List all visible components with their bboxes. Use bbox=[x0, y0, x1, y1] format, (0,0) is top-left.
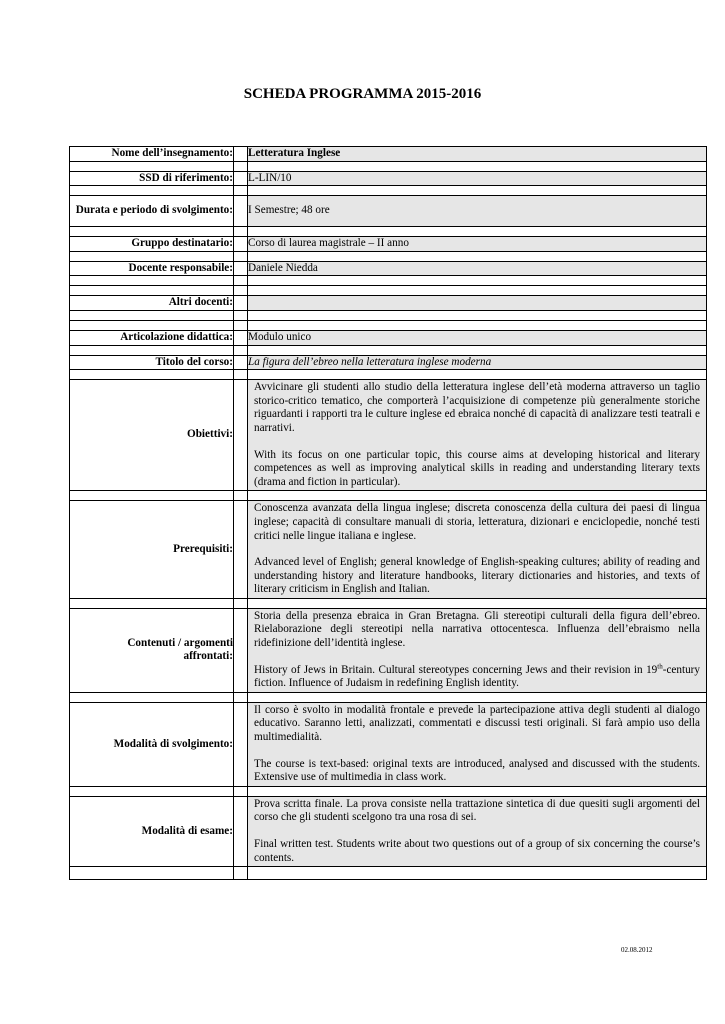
gap-cell bbox=[234, 355, 248, 370]
row-articolazione bbox=[70, 330, 707, 345]
spacer-row bbox=[70, 867, 707, 880]
row-docente bbox=[70, 261, 707, 276]
value-modalita-svolgimento bbox=[248, 702, 707, 786]
prerequisiti-it: Conoscenza avanzata della lingua inglese; discreta conoscenza della cultura dei paesi di lingua inglese; capacità di consultare manuali di storia, letteratura, dizionari e enciclopedie, nonché testi critici nelle lingue italiana e inglese. bbox=[254, 502, 700, 542]
label-insegnamento: Nome dell’insegnamento: bbox=[70, 147, 234, 162]
label-modalita-svolgimento: Modalità di svolgimento: bbox=[70, 702, 234, 786]
gap-cell bbox=[234, 501, 248, 599]
label-titolo: Titolo del corso: bbox=[70, 355, 234, 370]
prerequisiti-en: Advanced level of English; general knowledge of English-speaking cultures; ability of reading and understanding history and literature handbooks, literary dictionaries and histories, and texts of literary criticism in English and Italian. bbox=[254, 556, 700, 596]
document-title: SCHEDA PROGRAMMA 2015-2016 bbox=[243, 86, 482, 102]
value-articolazione: Modulo unico bbox=[248, 330, 707, 345]
row-titolo bbox=[70, 355, 707, 370]
value-titolo: La figura dell’ebreo nella letteratura inglese moderna bbox=[248, 355, 707, 370]
value-insegnamento: Letteratura Inglese bbox=[248, 147, 707, 162]
gap-cell bbox=[234, 147, 248, 162]
gap-cell bbox=[234, 380, 248, 491]
row-gruppo bbox=[70, 237, 707, 252]
modalita-svolgimento-it: Il corso è svolto in modalità frontale e prevede la partecipazione attiva degli studenti al dialogo educativo. Saranno letti, analizzati, commentati e discussi testi originali. Si farà ampio uso della multimedialità. bbox=[254, 703, 700, 744]
gap-cell bbox=[234, 702, 248, 786]
modalita-esame-en: Final written test. Students write about two questions out of a group of six concerning the course’s contents. bbox=[254, 838, 700, 864]
value-gruppo: Corso di laurea magistrale – II anno bbox=[248, 237, 707, 252]
label-altri: Altri docenti: bbox=[70, 296, 234, 311]
label-prerequisiti: Prerequisiti: bbox=[70, 501, 234, 599]
row-modalita-esame bbox=[70, 796, 707, 866]
row-durata bbox=[70, 196, 707, 227]
spacer-row bbox=[70, 370, 707, 380]
label-modalita-esame: Modalità di esame: bbox=[70, 796, 234, 866]
modalita-svolgimento-en: The course is text-based: original texts are introduced, analysed and discussed with the students. Extensive use of multimedia in class work. bbox=[254, 757, 700, 784]
modalita-esame-it: Prova scritta finale. La prova consiste nella trattazione sintetica di due quesiti sugli argomenti del corso che gli studenti scelgono tra una rosa di sei. bbox=[254, 797, 700, 824]
value-obiettivi bbox=[248, 380, 707, 491]
row-contenuti bbox=[70, 608, 707, 692]
spacer-row bbox=[70, 251, 707, 261]
value-durata: I Semestre; 48 ore bbox=[248, 196, 707, 227]
gap-cell bbox=[234, 237, 248, 252]
spacer-row bbox=[70, 598, 707, 608]
contenuti-en bbox=[254, 661, 700, 691]
spacer-row bbox=[70, 310, 707, 320]
spacer-row bbox=[70, 491, 707, 501]
gap-cell bbox=[234, 171, 248, 186]
gap-cell bbox=[234, 330, 248, 345]
row-obiettivi bbox=[70, 380, 707, 491]
spacer-row bbox=[70, 227, 707, 237]
label-articolazione: Articolazione didattica: bbox=[70, 330, 234, 345]
spacer-row bbox=[70, 186, 707, 196]
gap-cell bbox=[234, 196, 248, 227]
contenuti-en-sup: th bbox=[657, 661, 663, 670]
spacer-row bbox=[70, 692, 707, 702]
gap-cell bbox=[234, 796, 248, 866]
value-prerequisiti bbox=[248, 501, 707, 599]
label-contenuti-line1: Contenuti / argomenti bbox=[127, 636, 233, 649]
gap-cell bbox=[234, 296, 248, 311]
label-contenuti-line2: affrontati: bbox=[183, 650, 233, 663]
contenuti-en-part2: -century fiction. Influence of Judaism in redefining English identity. bbox=[254, 663, 700, 690]
footer-date: 02.08.2012 bbox=[621, 946, 653, 954]
value-modalita-esame bbox=[248, 796, 707, 866]
row-ssd bbox=[70, 171, 707, 186]
label-durata: Durata e periodo di svolgimento: bbox=[70, 196, 234, 227]
gap-cell bbox=[234, 608, 248, 692]
row-insegnamento bbox=[70, 147, 707, 162]
contenuti-it: Storia della presenza ebraica in Gran Bretagna. Gli stereotipi culturali della figura dell’ebreo. Rielaborazione degli stereotipi nella narrativa ottocentesca. Influenza dell’ebraismo nella ridefinizione dell’identità inglese. bbox=[254, 609, 700, 650]
value-altri bbox=[248, 296, 707, 311]
program-table bbox=[69, 146, 707, 880]
obiettivi-it: Avvicinare gli studenti allo studio della letteratura inglese dell’età moderna attraverso un taglio storico-critico tematico, che comporterà l’acquisizione di competenze più generalmente storiche riguardanti i rapporti tra le culture inglese ed ebraica nonché di capacità di analizzare testi teatrali e narrativi. bbox=[254, 381, 700, 434]
contenuti-en-part1: History of Jews in Britain. Cultural stereotypes concerning Jews and their revision in 19 bbox=[254, 663, 658, 676]
spacer-row bbox=[70, 286, 707, 296]
spacer-row bbox=[70, 276, 707, 286]
spacer-row bbox=[70, 161, 707, 171]
value-contenuti bbox=[248, 608, 707, 692]
obiettivi-en: With its focus on one particular topic, this course aims at developing historical and literary competences as well as improving analytical skills in reading and understanding literary texts (drama and fiction in particular). bbox=[254, 448, 700, 488]
row-modalita-svolgimento bbox=[70, 702, 707, 786]
label-docente: Docente responsabile: bbox=[70, 261, 234, 276]
label-contenuti bbox=[70, 608, 234, 692]
label-gruppo: Gruppo destinatario: bbox=[70, 237, 234, 252]
label-ssd: SSD di riferimento: bbox=[70, 171, 234, 186]
label-obiettivi: Obiettivi: bbox=[70, 380, 234, 491]
spacer-row bbox=[70, 786, 707, 796]
row-prerequisiti bbox=[70, 501, 707, 599]
value-ssd: L-LIN/10 bbox=[248, 171, 707, 186]
value-docente: Daniele Niedda bbox=[248, 261, 707, 276]
spacer-row bbox=[70, 345, 707, 355]
gap-cell bbox=[234, 261, 248, 276]
spacer-row bbox=[70, 320, 707, 330]
row-altri bbox=[70, 296, 707, 311]
